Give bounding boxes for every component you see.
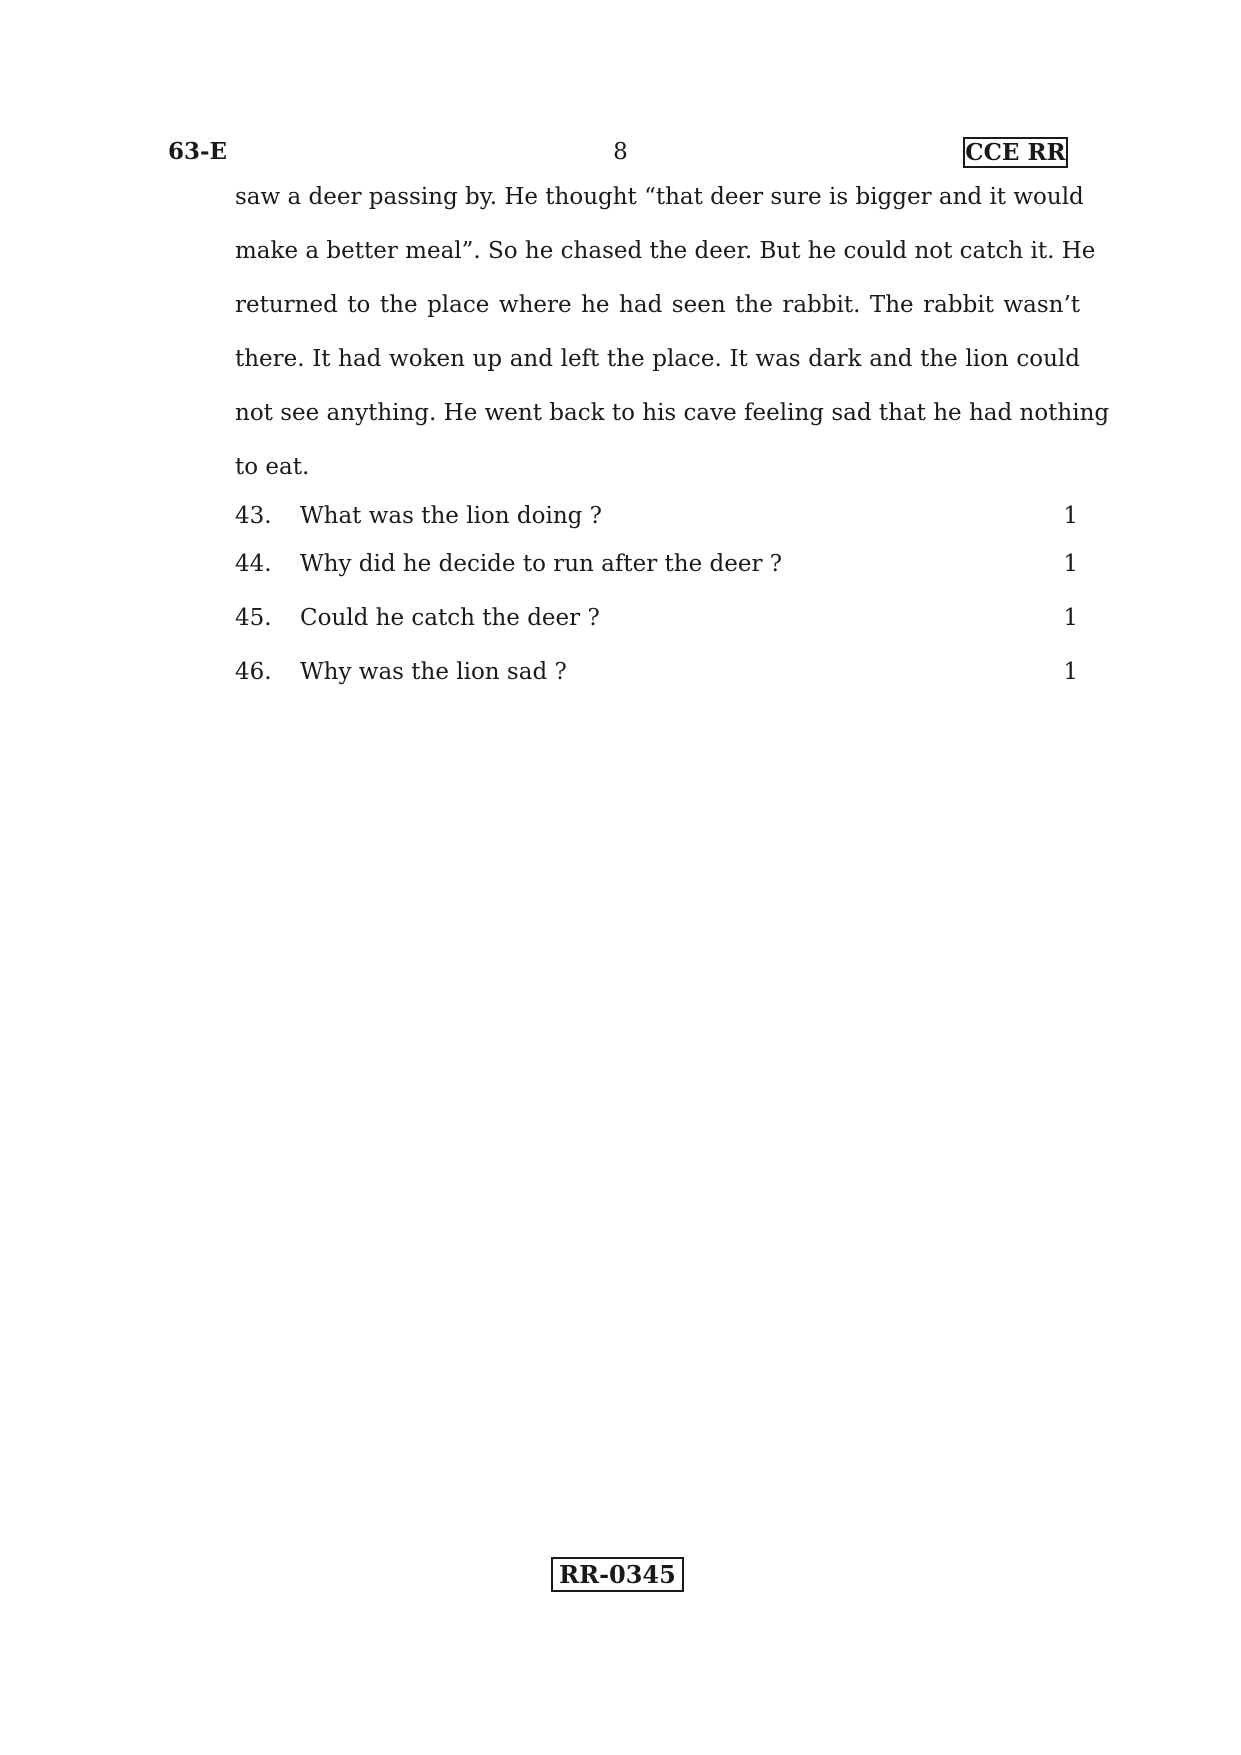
question-item (235, 501, 1080, 531)
passage-line: there. It had woken up and left the place. It was dark and the lion could (235, 346, 1080, 372)
question-number: 46. (235, 659, 272, 685)
passage-line: saw a deer passing by. He thought “that deer sure is bigger and it would (235, 184, 1084, 210)
question-number: 44. (235, 551, 272, 577)
footer-code-box: RR-0345 (551, 1557, 684, 1592)
question-number: 43. (235, 503, 272, 529)
passage-line: returned to the place where he had seen the rabbit. The rabbit wasn’t (235, 292, 1080, 318)
question-item (235, 603, 1080, 633)
question-text: What was the lion doing ? (300, 503, 602, 529)
question-item (235, 549, 1080, 579)
question-number: 45. (235, 605, 272, 631)
question-text: Why was the lion sad ? (300, 659, 567, 685)
question-text: Could he catch the deer ? (300, 605, 600, 631)
paper-code: 63-E (168, 138, 228, 165)
question-marks: 1 (1063, 551, 1078, 577)
page-number: 8 (613, 139, 628, 165)
question-item (235, 657, 1080, 687)
series-label-box: CCE RR (963, 137, 1068, 168)
question-marks: 1 (1063, 659, 1078, 685)
passage-line: to eat. (235, 454, 310, 480)
question-text: Why did he decide to run after the deer ? (300, 551, 783, 577)
passage (235, 170, 1110, 494)
question-marks: 1 (1063, 503, 1078, 529)
passage-line: not see anything. He went back to his cave feeling sad that he had nothing (235, 400, 1110, 426)
passage-line: make a better meal”. So he chased the deer. But he could not catch it. He (235, 238, 1096, 264)
question-marks: 1 (1063, 605, 1078, 631)
